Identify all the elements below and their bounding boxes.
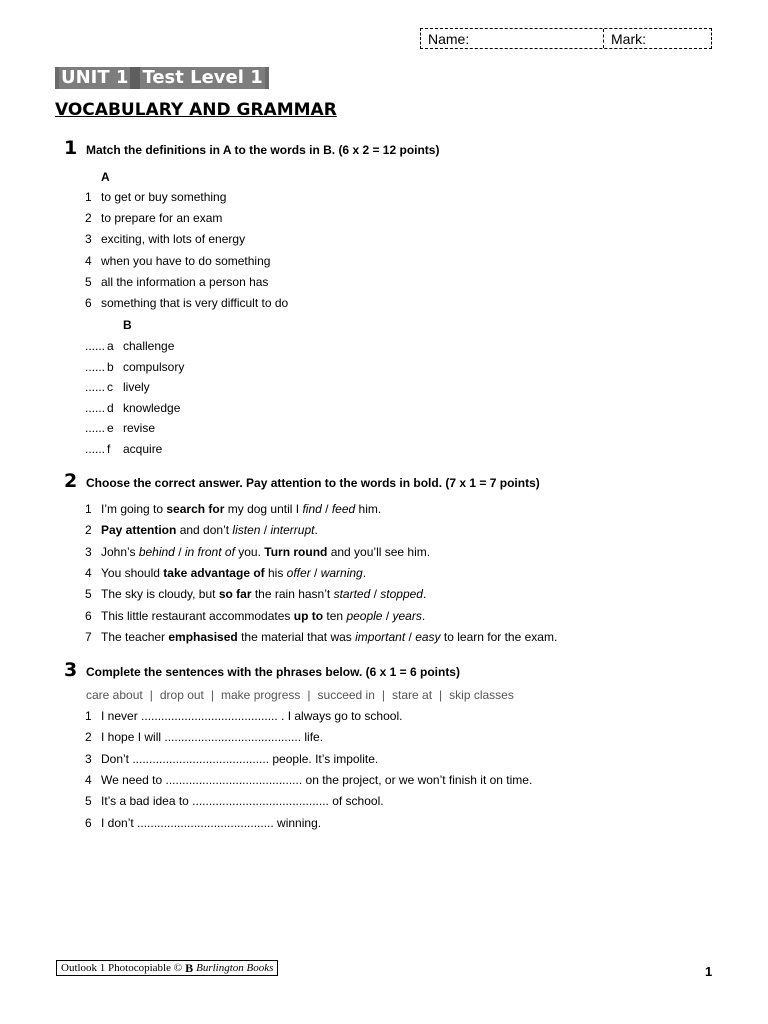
bold-phrase: so far <box>218 587 252 602</box>
phrase-option: drop out <box>159 688 204 702</box>
text-segment: . <box>422 587 427 602</box>
exercise-1-instruction: Match the definitions in A to the words in B. (6 x 2 = 12 points) <box>86 143 440 157</box>
exercise-3-item <box>85 794 384 808</box>
answer-option[interactable]: important <box>355 629 406 644</box>
bold-phrase: up to <box>293 608 324 623</box>
item-number: 6 <box>85 815 92 830</box>
text-segment: . <box>314 523 318 538</box>
item-number: 7 <box>85 629 92 644</box>
item-number: 6 <box>85 296 92 310</box>
exercise-2-number: 2 <box>64 470 78 492</box>
phrase-separator: | <box>210 688 215 702</box>
text-segment: . <box>421 608 426 623</box>
exercise-2-item <box>85 609 425 623</box>
text-segment: him. <box>355 502 382 516</box>
answer-option[interactable]: warning <box>320 565 363 580</box>
sentence-with-blank[interactable]: Don’t ......................................... people. It’s impolite. <box>101 751 379 766</box>
answer-option[interactable]: behind <box>138 544 175 559</box>
copyright-text: Outlook 1 Photocopiable © <box>61 962 183 974</box>
text-segment: . <box>362 565 367 580</box>
exercise-2-item <box>85 587 426 601</box>
bold-phrase: emphasised <box>168 629 238 644</box>
phrase-option: skip classes <box>449 688 514 702</box>
text-segment: to learn for the exam. <box>440 629 558 644</box>
item-text: when you have to do something <box>101 253 271 268</box>
phrase-option: succeed in <box>317 688 375 702</box>
phrase-separator: | <box>149 688 153 702</box>
answer-blank[interactable]: ...... <box>85 442 106 456</box>
answer-option[interactable]: offer <box>286 565 311 580</box>
answer-option[interactable]: started <box>333 587 371 602</box>
answer-blank[interactable]: ...... <box>85 339 106 353</box>
item-number: 4 <box>85 253 92 268</box>
text-segment: / <box>310 565 321 580</box>
phrase-separator: | <box>307 688 311 702</box>
text-segment: / <box>174 544 185 559</box>
text-segment: ten <box>323 608 347 623</box>
answer-blank[interactable]: ...... <box>85 400 106 415</box>
list-a-item <box>85 296 288 310</box>
name-field[interactable] <box>421 29 604 48</box>
publisher-name: Burlington Books <box>196 962 274 974</box>
item-text: knowledge <box>123 400 181 415</box>
item-text: challenge <box>123 339 175 353</box>
item-number: 5 <box>85 794 92 809</box>
text-segment: and don’t <box>176 523 233 538</box>
text-segment: the material that was <box>237 629 356 644</box>
exercise-1-number: 1 <box>64 137 78 159</box>
item-number: 4 <box>85 565 92 580</box>
item-number: 2 <box>85 730 92 745</box>
item-text: to get or buy something <box>101 190 227 204</box>
text-segment: / <box>382 608 393 623</box>
text-segment: / <box>260 523 271 538</box>
mark-field[interactable] <box>604 29 711 48</box>
item-text: exciting, with lots of energy <box>101 232 246 247</box>
unit-title-banner <box>55 67 269 89</box>
text-segment: / <box>370 587 381 602</box>
text-segment: / <box>405 629 416 644</box>
list-b-item <box>85 442 162 456</box>
bold-phrase: Pay attention <box>101 523 177 538</box>
title-separator <box>130 67 140 89</box>
list-a-item <box>85 211 222 225</box>
list-a-item <box>85 254 270 268</box>
phrase-option: care about <box>86 688 143 702</box>
list-b-item <box>85 360 184 374</box>
exercise-3-item <box>85 773 532 787</box>
name-label: Name: <box>428 30 470 47</box>
sentence-with-blank[interactable]: We need to ......................................... on the project, or we won’t finish it on time. <box>101 772 533 787</box>
item-number: 1 <box>85 502 92 516</box>
exercise-2-item <box>85 566 366 580</box>
list-b-item <box>85 401 180 415</box>
item-number: 3 <box>85 232 92 247</box>
phrase-option: make progress <box>221 688 301 702</box>
text-segment: and you’ll see him. <box>327 544 431 559</box>
exercise-3-item <box>85 730 323 744</box>
text-segment: The sky is cloudy, but <box>101 587 219 602</box>
list-a-item <box>85 232 245 246</box>
sentence-with-blank[interactable]: It’s a bad idea to ......................................... of school. <box>101 794 384 809</box>
text-segment: the rain hasn’t <box>251 587 334 602</box>
answer-blank[interactable]: ...... <box>85 421 106 436</box>
item-number: 2 <box>85 211 92 226</box>
item-number: 1 <box>85 709 92 723</box>
text-segment: The teacher <box>101 629 169 644</box>
page-number: 1 <box>705 964 713 979</box>
section-heading: VOCABULARY AND GRAMMAR <box>55 100 337 120</box>
item-letter: a <box>107 339 114 353</box>
text-segment: This little restaurant accommodates <box>101 608 294 623</box>
item-letter: e <box>107 421 114 436</box>
exercise-3-instruction: Complete the sentences with the phrases below. (6 x 1 = 6 points) <box>86 665 460 679</box>
column-b-heading: B <box>123 318 132 332</box>
sentence-with-blank[interactable]: I don’t ......................................... winning. <box>101 815 322 830</box>
answer-blank[interactable]: ...... <box>85 380 106 395</box>
answer-option[interactable]: years <box>392 608 422 623</box>
name-mark-box <box>420 28 712 49</box>
answer-option[interactable]: people <box>346 608 383 623</box>
item-number: 6 <box>85 608 92 623</box>
item-text: to prepare for an exam <box>101 211 223 226</box>
answer-option[interactable]: in front of <box>184 544 235 559</box>
item-letter: b <box>107 359 114 374</box>
answer-option[interactable]: listen <box>232 523 261 538</box>
exercise-2-item <box>85 545 430 559</box>
item-letter: c <box>107 380 113 395</box>
list-b-item <box>85 380 150 394</box>
list-b-item <box>85 421 155 435</box>
exercise-3-item <box>85 752 378 766</box>
unit-label: UNIT 1 <box>61 67 129 88</box>
mark-label: Mark: <box>611 30 646 47</box>
bold-phrase: Turn round <box>264 544 328 559</box>
sentence-with-blank[interactable]: I never ......................................... . I always go to school. <box>101 709 403 723</box>
item-text: all the information a person has <box>101 274 269 289</box>
exercise-2-item <box>85 630 557 644</box>
column-a-heading: A <box>101 170 110 184</box>
item-text: lively <box>123 380 150 395</box>
text-segment: You should <box>101 565 164 580</box>
item-text: revise <box>123 421 156 436</box>
list-a-item <box>85 190 226 204</box>
item-text: compulsory <box>123 359 185 374</box>
item-number: 5 <box>85 274 92 289</box>
copyright-box <box>56 960 278 976</box>
item-number: 3 <box>85 544 92 559</box>
exercise-2-item <box>85 502 381 516</box>
item-text: acquire <box>123 442 163 456</box>
text-segment: his <box>264 565 287 580</box>
item-number: 5 <box>85 587 92 602</box>
text-segment: I’m going to <box>101 502 167 516</box>
phrase-bank <box>86 688 514 702</box>
bold-phrase: take advantage of <box>163 565 265 580</box>
answer-option[interactable]: stopped <box>380 587 423 602</box>
phrase-separator: | <box>381 688 386 702</box>
burlington-logo-icon: B <box>185 960 194 975</box>
item-number: 4 <box>85 772 92 787</box>
test-level-label: Test Level 1 <box>142 67 263 88</box>
list-b-item <box>85 339 174 353</box>
item-text: something that is very difficult to do <box>101 296 289 310</box>
phrase-separator: | <box>439 688 443 702</box>
exercise-2-instruction: Choose the correct answer. Pay attention to the words in bold. (7 x 1 = 7 points) <box>86 476 540 490</box>
answer-option[interactable]: feed <box>331 502 356 516</box>
answer-option[interactable]: interrupt <box>270 523 315 538</box>
exercise-3-item <box>85 816 321 830</box>
phrase-option: stare at <box>392 688 433 702</box>
answer-blank[interactable]: ...... <box>85 359 106 374</box>
exercise-3-item <box>85 709 402 723</box>
answer-option[interactable]: easy <box>415 629 441 644</box>
sentence-with-blank[interactable]: I hope I will ......................................... life. <box>101 730 324 745</box>
text-segment: my dog until I <box>224 502 303 516</box>
text-segment: / <box>321 502 332 516</box>
answer-option[interactable]: find <box>302 502 322 516</box>
text-segment: John’s <box>101 544 139 559</box>
text-segment: you. <box>234 544 265 559</box>
list-a-item <box>85 275 268 289</box>
item-number: 3 <box>85 751 92 766</box>
item-number: 1 <box>85 190 92 204</box>
exercise-3-number: 3 <box>64 659 78 681</box>
exercise-2-item <box>85 523 318 537</box>
item-letter: d <box>107 400 114 415</box>
bold-phrase: search for <box>166 502 225 516</box>
item-letter: f <box>107 442 111 456</box>
item-number: 2 <box>85 523 92 538</box>
